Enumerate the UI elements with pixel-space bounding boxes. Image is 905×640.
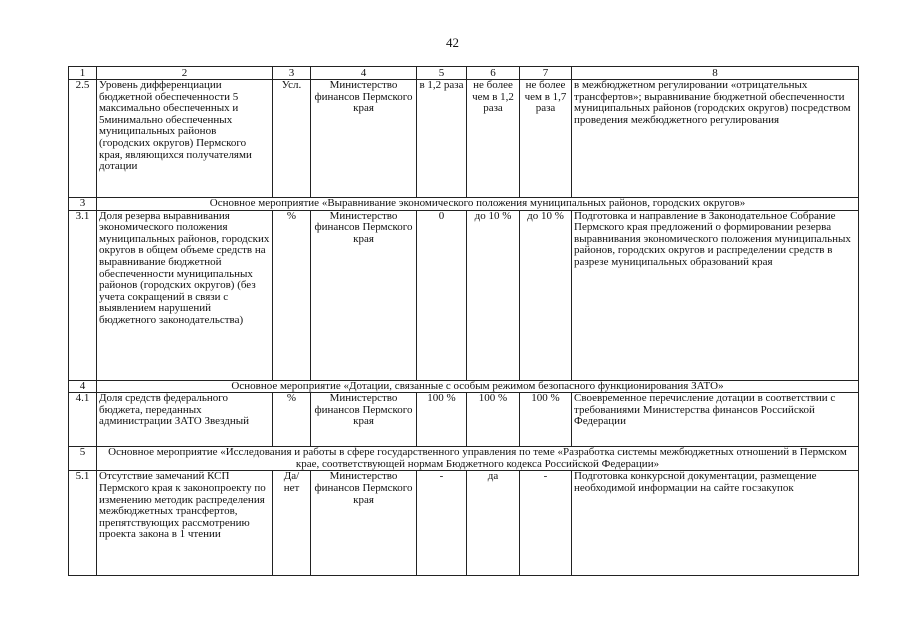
base-value: 100 %: [417, 393, 467, 447]
indicator-name: Отсутствие замечаний КСП Пермского края к законопроекту по изменению методик распределения межбюджетных трансфертов, препятствующих рассмотрению проекта закона в 1 чтении: [97, 471, 273, 576]
section-title: Основное мероприятие «Дотации, связанные с особым режимом безопасного функционирования ЗАТО»: [97, 380, 859, 393]
section-row: [69, 380, 859, 393]
plan-value-2: не более чем в 1,7 раза: [520, 80, 572, 198]
responsible: Министерство финансов Пермского края: [311, 210, 417, 380]
header-cell: 6: [467, 67, 520, 80]
table-row: [69, 471, 859, 576]
section-title: Основное мероприятие «Выравнивание экономического положения муниципальных районов, городских округов»: [97, 198, 859, 211]
plan-value-2: до 10 %: [520, 210, 572, 380]
header-cell: 4: [311, 67, 417, 80]
section-number: 4: [69, 380, 97, 393]
measures: Подготовка и направление в Законодательное Собрание Пермского края предложений о формировании резерва выравнивания экономического положения муниципальных районов, городских округов и распределении средств в разрезе муниципальных образований края: [572, 210, 859, 380]
row-number: 5.1: [69, 471, 97, 576]
row-number: 2.5: [69, 80, 97, 198]
header-cell: 7: [520, 67, 572, 80]
table-row: [69, 210, 859, 380]
row-number: 3.1: [69, 210, 97, 380]
table-row: [69, 393, 859, 447]
plan-value-2: 100 %: [520, 393, 572, 447]
plan-value-1: да: [467, 471, 520, 576]
header-cell: 1: [69, 67, 97, 80]
header-cell: 8: [572, 67, 859, 80]
measures: в межбюджетном регулировании «отрицательных трансфертов»; выравнивание бюджетной обеспеченности муниципальных районов (городских округов) посредством проведения межбюджетного регулирования: [572, 80, 859, 198]
header-cell: 5: [417, 67, 467, 80]
base-value: в 1,2 раза: [417, 80, 467, 198]
responsible: Министерство финансов Пермского края: [311, 471, 417, 576]
page-number: 42: [446, 35, 459, 50]
plan-value-1: 100 %: [467, 393, 520, 447]
header-cell: 2: [97, 67, 273, 80]
responsible: Министерство финансов Пермского края: [311, 80, 417, 198]
base-value: -: [417, 471, 467, 576]
header-row: [69, 67, 859, 80]
measures: Своевременное перечисление дотации в соответствии с требованиями Министерства финансов Российской Федерации: [572, 393, 859, 447]
indicator-name: Доля средств федерального бюджета, переданных администрации ЗАТО Звездный: [97, 393, 273, 447]
section-number: 5: [69, 447, 97, 471]
unit: %: [273, 210, 311, 380]
table-row: [69, 80, 859, 198]
measures: Подготовка конкурсной документации, размещение необходимой информации на сайте госзакупок: [572, 471, 859, 576]
indicators-table: [68, 66, 859, 576]
plan-value-1: не более чем в 1,2 раза: [467, 80, 520, 198]
row-number: 4.1: [69, 393, 97, 447]
section-title: Основное мероприятие «Исследования и работы в сфере государственного управления по теме «Разработка системы межбюджетных отношений в Пермском крае, соответствующей нормам Бюджетного кодекса Российской Федерации»: [97, 447, 859, 471]
header-cell: 3: [273, 67, 311, 80]
unit: %: [273, 393, 311, 447]
plan-value-1: до 10 %: [467, 210, 520, 380]
unit: Да/ нет: [273, 471, 311, 576]
section-row: [69, 198, 859, 211]
plan-value-2: -: [520, 471, 572, 576]
base-value: 0: [417, 210, 467, 380]
indicator-name: Доля резерва выравнивания экономического положения муниципальных районов, городских округов в общем объеме средств на выравнивание бюджетной обеспеченности муниципальных районов (городских округов) (без учета сокращений в связи с выявлением нарушений бюджетного законодательства): [97, 210, 273, 380]
unit: Усл.: [273, 80, 311, 198]
indicator-name: Уровень дифференциации бюджетной обеспеченности 5 максимально обеспеченных и 5минимально обеспеченных муниципальных районов (городских округов) Пермского края, являющихся получателями дотации: [97, 80, 273, 198]
responsible: Министерство финансов Пермского края: [311, 393, 417, 447]
section-number: 3: [69, 198, 97, 211]
section-row: [69, 447, 859, 471]
